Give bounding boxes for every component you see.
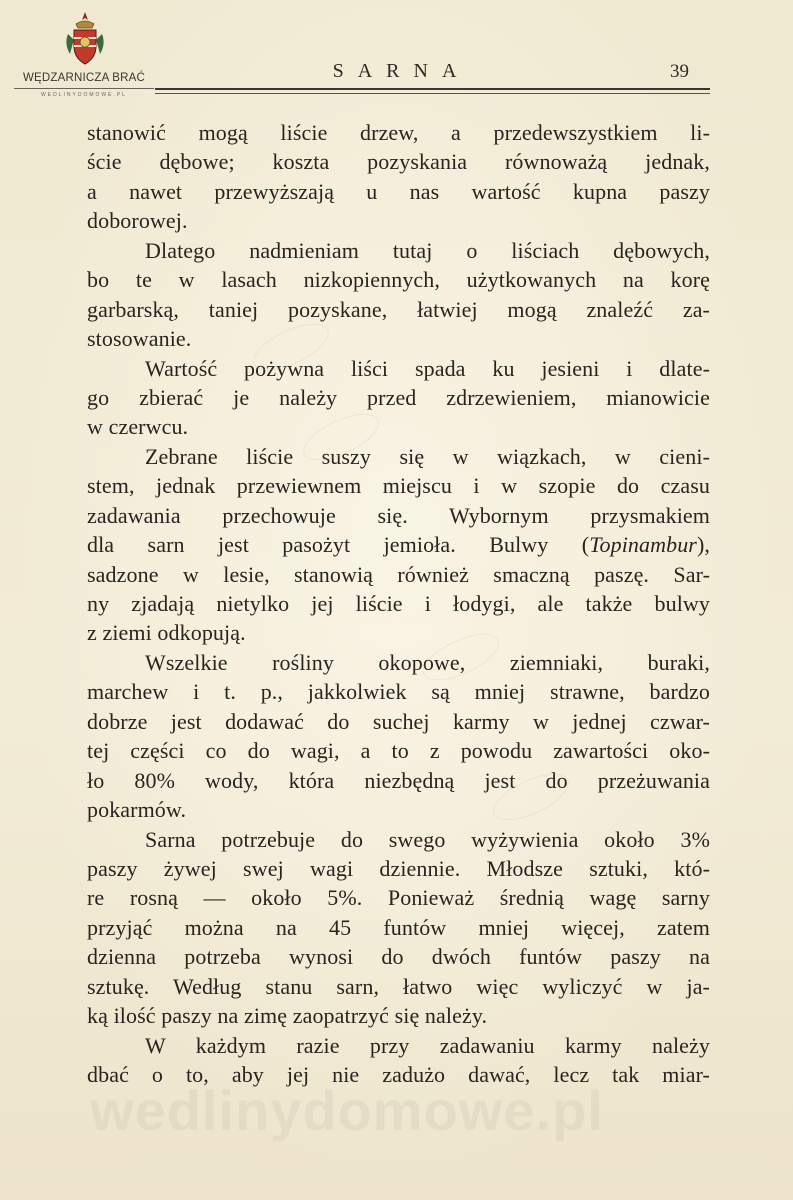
text-line: bo te w lasach nizkopiennych, użytkowanych na korę: [87, 267, 710, 293]
text-line: garbarską, taniej pozyskane, łatwiej mogą znaleźć za-: [87, 296, 710, 322]
text-line: z ziemi odkopują.: [87, 620, 246, 646]
text-line: re rosną — około 5%. Ponieważ średnią wagę sarny: [87, 885, 710, 911]
body-text: [87, 118, 710, 1089]
text-line: ście dębowe; koszta pozyskania równoważą jednak,: [87, 149, 710, 175]
text-line: Sarna potrzebuje do swego wyżywienia około 3%: [145, 826, 710, 852]
text-line: pokarmów.: [87, 797, 187, 823]
site-watermark: wedlinydomowe.pl: [90, 1079, 604, 1142]
text-line: Zebrane liście suszy się w wiązkach, w cieni-: [145, 443, 710, 469]
italic-term: Topinambur: [589, 532, 697, 558]
text-line: ny zjadają nietylko jej liście i łodygi, ale także bulwy: [87, 591, 710, 616]
text-line: ką ilość paszy na zimę zaopatrzyć się należy.: [87, 1003, 488, 1029]
text-line: dzienna potrzeba wynosi do dwóch funtów paszy na: [87, 944, 710, 970]
text-line: dobrze jest dodawać do suchej karmy w jednej czwar-: [87, 708, 710, 734]
text-line: w czerwcu.: [87, 414, 189, 440]
text-line: dla sarn jest pasożyt jemioła. Bulwy (Topinambur),: [87, 532, 710, 558]
text-line: Wartość pożywna liści spada ku jesieni i dlate-: [145, 355, 710, 381]
text-line: a nawet przewyższają u nas wartość kupna paszy: [87, 178, 710, 204]
logo-divider: [14, 88, 154, 89]
text-line: paszy żywej swej wagi dziennie. Młodsze sztuki, któ-: [87, 855, 710, 881]
text-line: Dlatego nadmieniam tutaj o liściach dębowych,: [145, 237, 710, 263]
text-line: sztukę. Według stanu sarn, łatwo więc wyliczyć w ja-: [87, 973, 710, 999]
text-line: stosowanie.: [87, 326, 192, 352]
logo-title: WĘDZARNICZA BRAĆ: [22, 72, 146, 84]
header-rule-thin: [155, 93, 710, 94]
text-line: marchew i t. p., jakkolwiek są mniej strawne, bardzo: [87, 679, 710, 705]
text-line: stem, jednak przewiewnem miejscu i w szopie do czasu: [87, 473, 710, 499]
text-line: dbać o to, aby jej nie zadużo dawać, lecz tak miar-: [87, 1062, 710, 1087]
text-line: W każdym razie przy zadawaniu karmy należy: [145, 1032, 710, 1058]
text-line: go zbierać je należy przed zdrzewieniem, mianowicie: [87, 384, 710, 410]
text-line: stanowić mogą liście drzew, a przedewszystkiem li-: [87, 120, 710, 145]
logo-subtitle: WEDLINYDOMOWE.PL: [41, 92, 127, 98]
header-rule-thick: [155, 88, 710, 90]
text-line: sadzone w lesie, stanowią również smaczną paszę. Sar-: [87, 561, 710, 587]
page-number: 39: [670, 61, 689, 82]
text-line: zadawania przechowuje się. Wybornym przysmakiem: [87, 502, 710, 528]
text-line: ło 80% wody, która niezbędną jest do przeżuwania: [87, 767, 710, 793]
text-line: przyjąć można na 45 funtów mniej więcej, zatem: [87, 914, 710, 940]
text-line: tej części co do wagi, a to z powodu zawartości oko-: [87, 738, 710, 764]
running-head-title: SARNA: [332, 60, 471, 82]
text-line: doborowej.: [87, 208, 188, 234]
text-line: Wszelkie rośliny okopowe, ziemniaki, buraki,: [145, 649, 710, 675]
